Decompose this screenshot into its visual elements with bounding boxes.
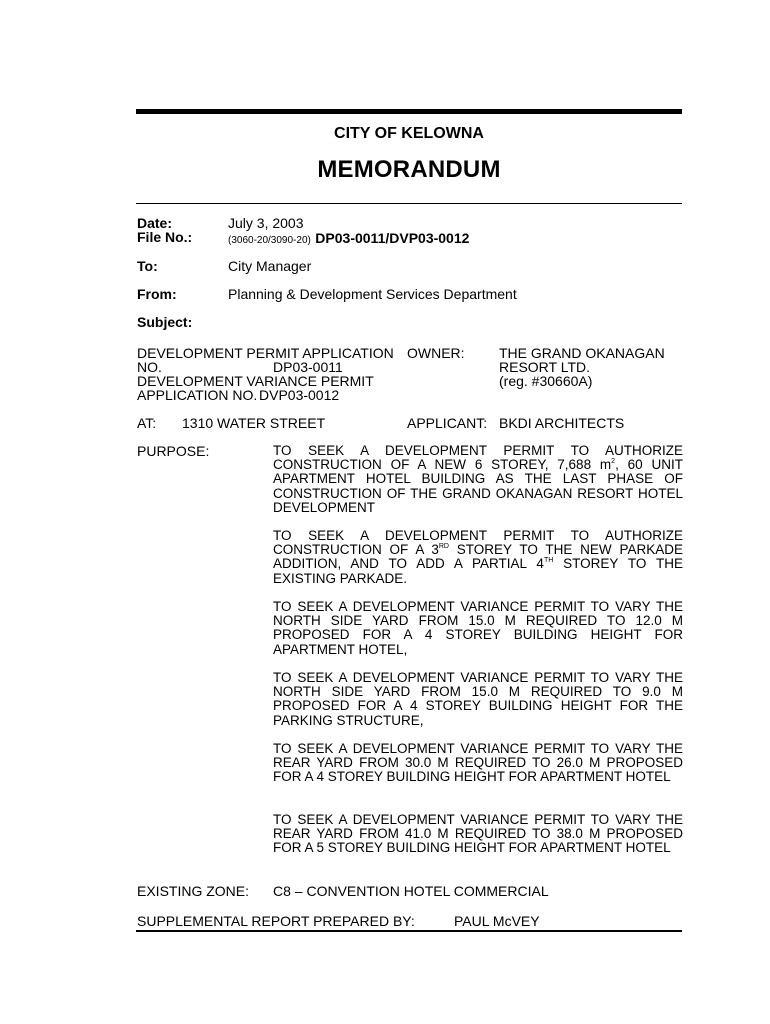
file-number: DP03-0011/DVP03-0012 — [315, 230, 470, 246]
report-prepared-label: SUPPLEMENTAL REPORT PREPARED BY: — [137, 913, 415, 929]
report-prepared-value: PAUL McVEY — [454, 913, 540, 929]
at-label: AT: — [137, 415, 157, 431]
dp-no-label: NO. — [137, 359, 162, 375]
to-label: To: — [137, 258, 158, 274]
file-label: File No.: — [137, 229, 193, 245]
date-label: Date: — [137, 215, 173, 231]
owner-line-1: THE GRAND OKANAGAN — [499, 345, 665, 361]
dvp-no-label: APPLICATION NO. — [137, 387, 258, 403]
dvp-application-line: DEVELOPMENT VARIANCE PERMIT — [137, 373, 374, 389]
bottom-rule — [136, 930, 682, 932]
purpose-paragraph-2: TO SEEK A DEVELOPMENT PERMIT TO AUTHORIZE CONSTRUCTION OF A 3RD STOREY TO THE NEW PARKADE ADDITION, AND TO ADD A PARTIAL 4TH STOREY TO THE EXISTING PARKADE. — [273, 528, 683, 586]
from-label: From: — [137, 286, 177, 302]
organization-title: CITY OF KELOWNA — [334, 125, 484, 142]
date-value: July 3, 2003 — [228, 215, 304, 231]
subject-label: Subject: — [137, 314, 193, 330]
existing-zone-label: EXISTING ZONE: — [137, 883, 250, 899]
top-rule — [136, 109, 682, 114]
purpose-label: PURPOSE: — [137, 443, 210, 459]
dp-application-line: DEVELOPMENT PERMIT APPLICATION — [137, 345, 394, 361]
file-prefix: (3060-20/3090-20) — [228, 235, 311, 246]
purpose-paragraph-6: TO SEEK A DEVELOPMENT VARIANCE PERMIT TO VARY THE REAR YARD FROM 41.0 M REQUIRED TO 38.0 M PROPOSED FOR A 5 STOREY BUILDING HEIGHT FOR APARTMENT HOTEL — [273, 812, 683, 856]
applicant-label: APPLICANT: — [407, 415, 488, 431]
memo-title: MEMORANDUM — [317, 156, 501, 183]
purpose-paragraph-5: TO SEEK A DEVELOPMENT VARIANCE PERMIT TO VARY THE REAR YARD FROM 30.0 M REQUIRED TO 26.0 M PROPOSED FOR A 4 STOREY BUILDING HEIGHT FOR APARTMENT HOTEL — [273, 741, 683, 785]
to-value: City Manager — [228, 258, 312, 274]
applicant-value: BKDI ARCHITECTS — [499, 415, 625, 431]
owner-label: OWNER: — [407, 345, 465, 361]
owner-line-2: RESORT LTD. — [499, 359, 591, 375]
file-number-line — [228, 230, 469, 248]
purpose-paragraph-1: TO SEEK A DEVELOPMENT PERMIT TO AUTHORIZE CONSTRUCTION OF A NEW 6 STOREY, 7,688 $m^2$, 60 UNIT APARTMENT HOTEL BUILDING AS THE LAST PHASE OF CONSTRUCTION OF THE GRAND OKANAGAN RESORT HOTEL DEVELOPMENT — [273, 443, 683, 515]
owner-line-3: (reg. #30660A) — [499, 373, 593, 389]
existing-zone-value: C8 – CONVENTION HOTEL COMMERCIAL — [273, 883, 549, 899]
dp-no-value: DP03-0011 — [273, 359, 343, 375]
purpose-paragraph-3: TO SEEK A DEVELOPMENT VARIANCE PERMIT TO VARY THE NORTH SIDE YARD FROM 15.0 M REQUIRED TO 12.0 M PROPOSED FOR A 4 STOREY BUILDING HEIGHT FOR APARTMENT HOTEL, — [273, 599, 683, 657]
purpose-paragraph-4: TO SEEK A DEVELOPMENT VARIANCE PERMIT TO VARY THE NORTH SIDE YARD FROM 15.0 M REQUIRED TO 9.0 M PROPOSED FOR A 4 STOREY BUILDING HEIGHT FOR THE PARKING STRUCTURE, — [273, 670, 683, 728]
header-rule — [136, 203, 682, 204]
at-value: 1310 WATER STREET — [182, 415, 326, 431]
dvp-no-value: DVP03-0012 — [259, 387, 340, 403]
from-value: Planning & Development Services Department — [228, 286, 517, 302]
